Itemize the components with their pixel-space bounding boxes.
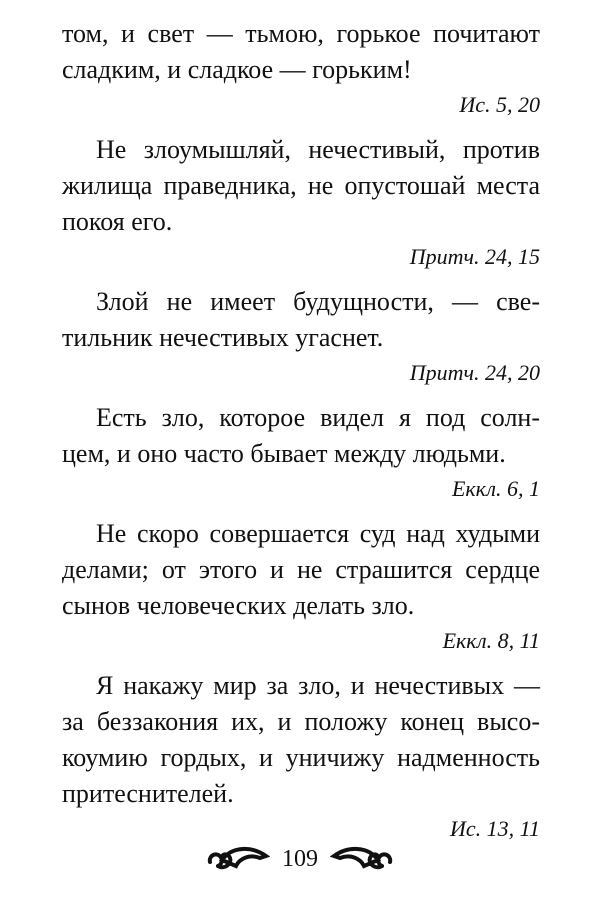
text-line: сладким, и сладкое — горьким! [62,55,412,84]
page-number: 109 [282,845,318,872]
verse-paragraph [62,516,540,658]
text-line: сынов человеческих делать зло. [62,591,415,620]
verse-paragraph [62,284,540,390]
text-line: цем, и оно часто бывает между людьми. [62,439,506,468]
left-ornament-icon [200,844,270,874]
text-line: за беззакония их, и положу конец высо- [62,707,540,736]
scripture-reference: Ис. 5, 20 [459,92,540,117]
text-line: коумию гордых, и уничижу надменность [62,743,540,772]
text-line: Есть зло, которое видел я под солн- [96,403,540,432]
text-line: Не злоумышляй, нечестивый, против [96,135,540,164]
right-ornament-icon [330,844,400,874]
text-line: Злой не имеет будущности, — све- [96,287,540,316]
scripture-reference: Притч. 24, 20 [409,360,540,385]
verse-paragraph [62,668,540,846]
verse-paragraph [62,16,540,122]
scripture-reference: Еккл. 6, 1 [451,476,540,501]
scripture-reference: Притч. 24, 15 [409,244,540,269]
text-line: делами; от этого и не страшится сердце [62,555,540,584]
text-line: покоя его. [62,207,173,236]
page-footer [0,844,600,874]
scripture-reference: Еккл. 8, 11 [442,628,540,653]
scripture-reference: Ис. 13, 11 [449,816,540,841]
text-line: том, и свет — тьмою, горькое почитают [62,19,540,48]
text-line: жилища праведника, не опустошай места [62,171,540,200]
text-line: притеснителей. [62,779,234,808]
verse-paragraph [62,400,540,506]
text-line: Я накажу мир за зло, и нечестивых — [96,671,540,700]
text-line: тильник нечестивых угаснет. [62,323,384,352]
text-line: Не скоро совершается суд над худыми [96,519,540,548]
verse-paragraph [62,132,540,274]
page-text [62,16,540,846]
